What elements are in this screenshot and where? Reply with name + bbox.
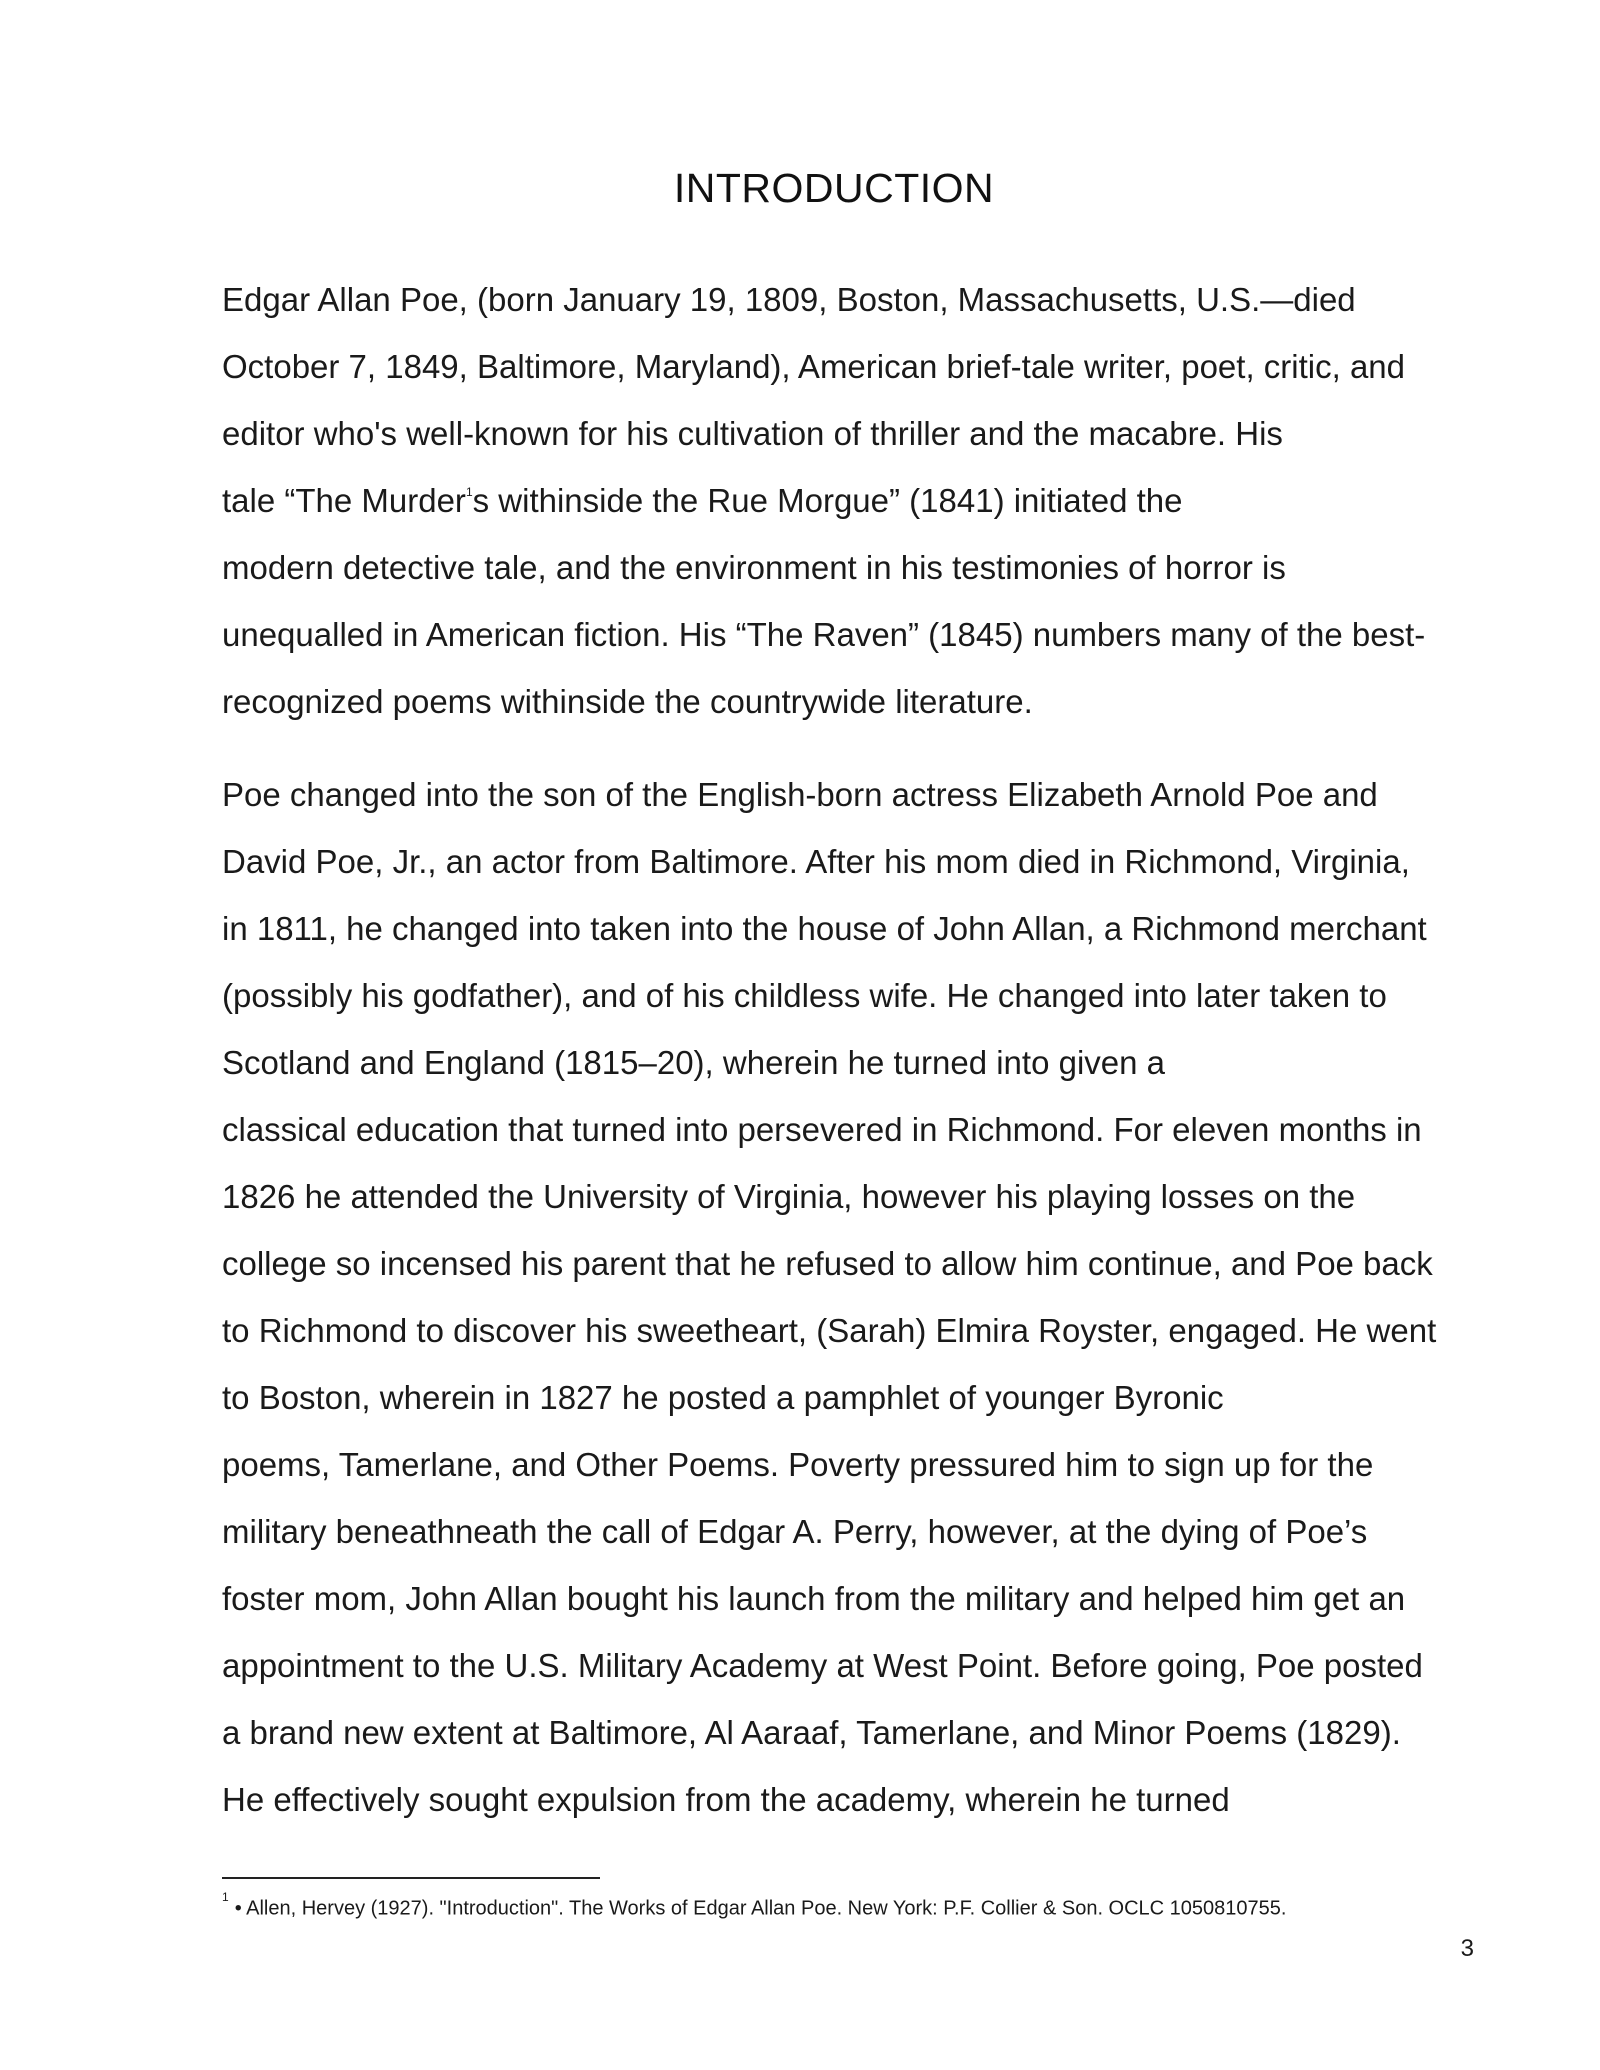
paragraph-1 xyxy=(222,266,1462,735)
text-line: appointment to the U.S. Military Academy at West Point. Before going, Poe posted xyxy=(222,1647,1423,1684)
text-line: Edgar Allan Poe, (born January 19, 1809, Boston, Massachusetts, U.S.—died xyxy=(222,281,1356,318)
text-line: to Richmond to discover his sweetheart, (Sarah) Elmira Royster, engaged. He went xyxy=(222,1312,1437,1349)
page-title: INTRODUCTION xyxy=(673,165,995,211)
text-line: Poe changed into the son of the English-born actress Elizabeth Arnold Poe and xyxy=(222,776,1378,813)
footnote-reference[interactable]: 1 xyxy=(465,485,473,499)
paragraph-2 xyxy=(222,761,1462,1833)
text-line: a brand new extent at Baltimore, Al Aaraaf, Tamerlane, and Minor Poems (1829). xyxy=(222,1714,1401,1751)
text-line: in 1811, he changed into taken into the house of John Allan, a Richmond merchant xyxy=(222,910,1427,947)
text-line-with-footnote xyxy=(222,467,1462,534)
text-line: He effectively sought expulsion from the academy, wherein he turned xyxy=(222,1781,1230,1818)
text-line: modern detective tale, and the environment in his testimonies of horror is xyxy=(222,549,1286,586)
text-line: recognized poems withinside the countrywide literature. xyxy=(222,683,1033,720)
text-fragment: s withinside the Rue Morgue” (1841) initiated the xyxy=(472,482,1183,519)
text-line: unequalled in American fiction. His “The Raven” (1845) numbers many of the best- xyxy=(222,616,1426,653)
page-number: 3 xyxy=(1460,1935,1474,1962)
paragraph-spacer xyxy=(222,735,1462,761)
body-text xyxy=(222,266,1462,1833)
text-line: October 7, 1849, Baltimore, Maryland), American brief-tale writer, poet, critic, and xyxy=(222,348,1406,385)
text-line: foster mom, John Allan bought his launch from the military and helped him get an xyxy=(222,1580,1406,1617)
text-line: college so incensed his parent that he refused to allow him continue, and Poe back xyxy=(222,1245,1433,1282)
text-fragment: tale “The Murder xyxy=(222,482,466,519)
text-line: poems, Tamerlane, and Other Poems. Poverty pressured him to sign up for the xyxy=(222,1446,1374,1483)
text-line: Scotland and England (1815–20), wherein he turned into given a xyxy=(222,1044,1166,1081)
text-line: military beneathneath the call of Edgar A. Perry, however, at the dying of Poe’s xyxy=(222,1513,1368,1550)
text-line: David Poe, Jr., an actor from Baltimore. After his mom died in Richmond, Virginia, xyxy=(222,843,1410,880)
text-line: (possibly his godfather), and of his childless wife. He changed into later taken to xyxy=(222,977,1387,1014)
footnote-marker: 1 xyxy=(222,1890,229,1904)
text-line: 1826 he attended the University of Virginia, however his playing losses on the xyxy=(222,1178,1356,1215)
text-line: editor who's well-known for his cultivation of thriller and the macabre. His xyxy=(222,415,1283,452)
text-line: to Boston, wherein in 1827 he posted a pamphlet of younger Byronic xyxy=(222,1379,1224,1416)
footnote xyxy=(222,1888,1462,1924)
footnote-text: • Allen, Hervey (1927). "Introduction". The Works of Edgar Allan Poe. New York: P.F. Collier & Son. OCLC 1050810755. xyxy=(234,1897,1287,1920)
footnote-separator xyxy=(222,1877,600,1879)
text-line: classical education that turned into persevered in Richmond. For eleven months in xyxy=(222,1111,1422,1148)
